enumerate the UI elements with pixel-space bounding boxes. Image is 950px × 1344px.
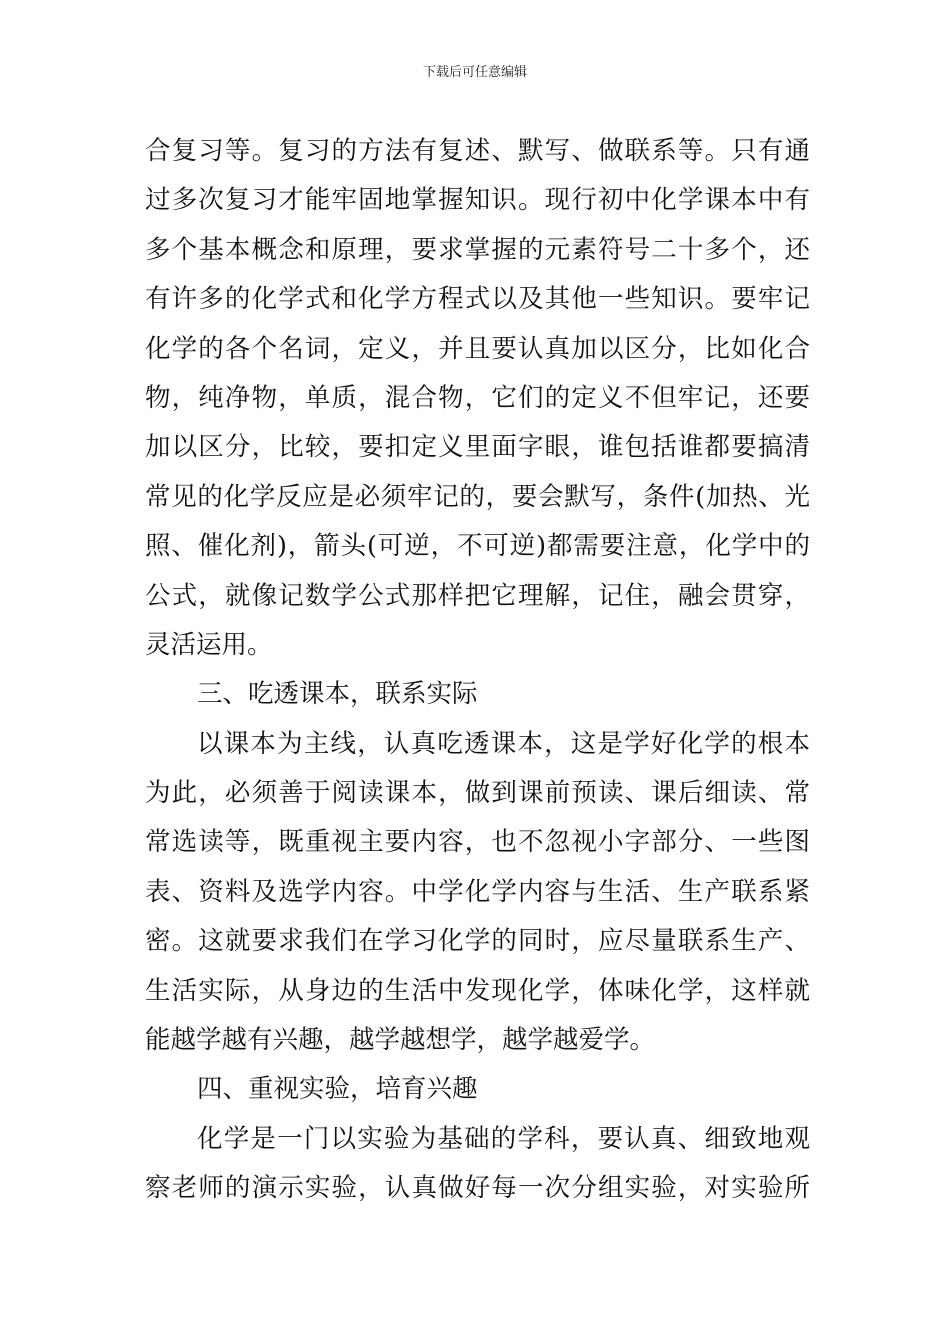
section-heading: 三、吃透课本，联系实际 [197,679,478,710]
text-line: 能越学越有兴趣，越学越想学，越学越爱学。 [145,1025,656,1056]
text-line: 物，纯净物，单质，混合物，它们的定义不但牢记，还要 [145,382,810,413]
text-line: 为此，必须善于阅读课本，做到课前预读、课后细读、常 [145,778,810,809]
text-line: 合复习等。复习的方法有复述、默写、做联系等。只有通 [145,136,810,166]
text-line: 化学是一门以实验为基础的学科，要认真、细致地观 [197,1123,810,1154]
text-line: 常见的化学反应是必须牢记的，要会默写，条件(加热、光 [145,481,810,512]
text-line: 察老师的演示实验，认真做好每一次分组实验，对实验所 [145,1173,810,1204]
text-line: 照、催化剂)，箭头(可逆，不可逆)都需要注意，化学中的 [145,531,810,562]
text-line: 有许多的化学式和化学方程式以及其他一些知识。要牢记 [145,284,810,315]
text-line: 化学的各个名词，定义，并且要认真加以区分，比如化合 [145,333,810,364]
text-line: 灵活运用。 [145,629,273,660]
text-line: 以课本为主线，认真吃透课本，这是学好化学的根本 [197,728,810,759]
section-heading: 四、重视实验，培育兴趣 [197,1074,478,1105]
text-line: 加以区分，比较，要扣定义里面字眼，谁包括谁都要搞清 [145,432,810,463]
page-header-note: 下载后可任意编辑 [422,65,527,80]
text-line: 密。这就要求我们在学习化学的同时，应尽量联系生产、 [145,926,810,957]
text-line: 生活实际，从身边的生活中发现化学，体味化学，这样就 [145,975,810,1006]
text-line: 常选读等，既重视主要内容，也不忽视小字部分、一些图 [145,827,810,858]
document-body [145,127,810,1214]
text-line: 公式，就像记数学公式那样把它理解，记住，融会贯穿， [145,580,810,611]
text-line: 表、资料及选学内容。中学化学内容与生活、生产联系紧 [145,876,810,907]
text-line: 过多次复习才能牢固地掌握知识。现行初中化学课本中有 [145,185,810,216]
text-line: 多个基本概念和原理，要求掌握的元素符号二十多个，还 [145,234,810,265]
